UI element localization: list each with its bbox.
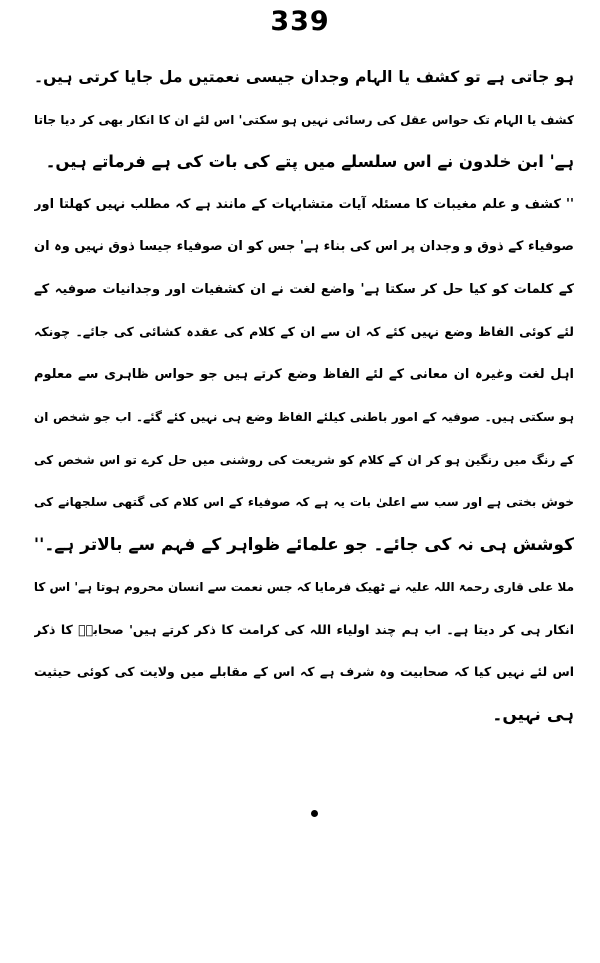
text-line: ملا علی قاری رحمۃ اللہ علیہ نے ٹھیک فرمایا کہ جس نعمت سے انسان محروم ہوتا ہے' اس کا [34,580,574,594]
text-line: کشف یا الہام تک حواس عقل کی رسائی نہیں ہو سکتی' اس لئے ان کا انکار بھی کر دیا جاتا [34,112,574,127]
text-line: ہے' ابن خلدون نے اس سلسلے میں پتے کی بات کی ہے فرماتے ہیں۔ [45,152,574,171]
text-line: کوشش ہی نہ کی جائے۔ جو علمائے ظواہر کے فہم سے بالاتر ہے۔'' [34,534,574,555]
text-line: کے کلمات کو کیا حل کر سکتا ہے' واضع لغت نے ان کشفیات اور وجدانیات صوفیہ کے [34,281,574,297]
text-line: صوفیاء کے ذوق و وجدان پر اس کی بناء ہے' جس کو ان صوفیاء جیسا ذوق نہیں وہ ان [34,239,574,254]
text-line: انکار ہی کر دیتا ہے۔ اب ہم چند اولیاء اللہ کی کرامت کا ذکر کرتے ہیں' صحابہؓ کا ذکر [34,621,574,637]
text-line: ہی نہیں۔ [492,704,574,725]
text-line: اہل لغت وغیرہ ان معانی کے لئے الفاظ وضع کرتے ہیں جو حواس ظاہری سے معلوم [34,366,574,382]
text-line: اس لئے نہیں کیا کہ صحابیت وہ شرف ہے کہ اس کے مقابلے میں ولایت کی کوئی حیثیت [34,664,574,679]
text-line: '' کشف و علم مغیبات کا مسئلہ آیات متشابہات کے مانند ہے کہ مطلب نہیں کھلتا اور [34,196,574,212]
text-line: ہو سکتی ہیں۔ صوفیہ کے امور باطنی کیلئے الفاظ وضع ہی نہیں کئے گئے۔ اب جو شخص ان [34,410,574,424]
text-line: لئے کوئی الفاظ وضع نہیں کئے کہ ان سے ان کے کلام کی عقدہ کشائی کی جائے۔ چونکہ [34,324,574,339]
body-text [34,56,574,736]
text-line: خوش بختی ہے اور سب سے اعلیٰ بات یہ ہے کہ صوفیاء کے اس کلام کی گتھی سلجھانے کی [34,495,574,509]
end-dot-icon [311,810,318,817]
text-line: کے رنگ میں رنگین ہو کر ان کے کلام کو شریعت کی روشنی میں حل کرے تو اس شخص کی [34,452,574,467]
text-line: ہو جاتی ہے تو کشف یا الہام وجدان جیسی نعمتیں مل جایا کرتی ہیں۔ [34,68,574,86]
page-number: 339 [270,6,330,37]
